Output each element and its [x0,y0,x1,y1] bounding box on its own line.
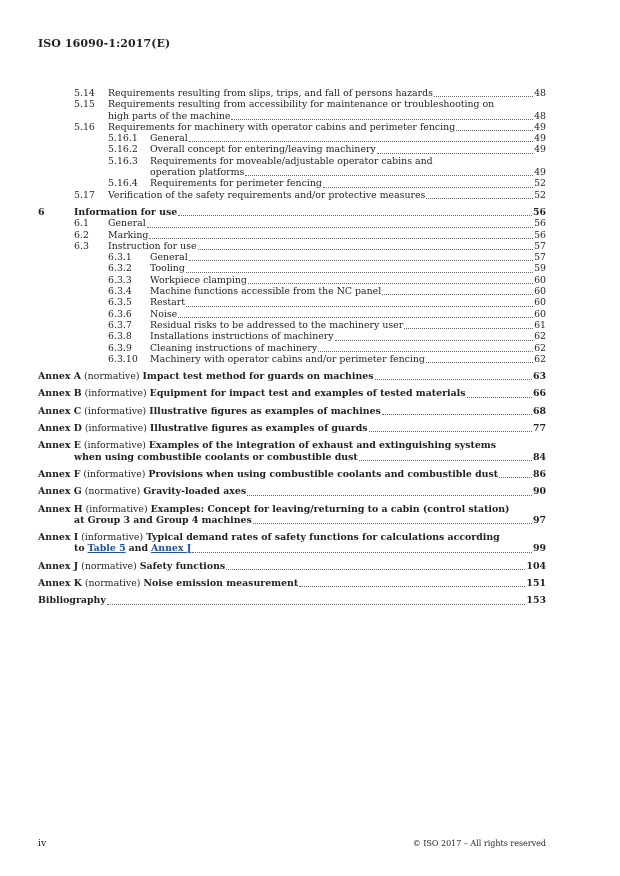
toc-entry-annex-k[interactable] [38,578,546,589]
leader-dots [247,495,532,496]
leader-dots [323,187,533,188]
leader-dots [359,460,532,461]
leader-dots [189,141,533,142]
toc-page: 60 [534,297,546,309]
toc-page: 104 [526,560,546,572]
table-of-contents [38,88,546,607]
toc-entry-6-3-7[interactable] [38,320,546,331]
toc-title: Restart [150,297,186,309]
toc-page: 52 [534,189,546,201]
leader-dots [186,306,533,307]
toc-entry-annex-i[interactable] [38,532,546,555]
toc-title-line2: high parts of the machine [108,110,231,122]
page-number: iv [38,838,47,849]
toc-entry-6-3[interactable] [38,241,546,252]
leader-dots [369,431,532,432]
toc-title: Machinery with operator cabins and/or perimeter fencing [150,353,425,365]
leader-dots [192,552,532,553]
annex-title-line1: Examples of the integration of exhaust and extinguishing systems [148,440,497,452]
toc-number: 6.3.6 [108,308,132,320]
toc-page: 86 [532,468,546,480]
annex-title: Illustrative figures as examples of machines [149,405,381,417]
toc-number: 5.14 [74,88,95,99]
toc-page: 62 [534,342,546,354]
toc-page: 66 [532,388,546,400]
annex-title: Gravity-loaded axes [143,486,247,498]
toc-title-line1: Requirements for moveable/adjustable operator cabins and [150,155,433,167]
toc-page: 49 [534,144,546,156]
toc-title: Installations instructions of machinery [150,331,334,343]
annex-title: Equipment for impact test and examples of tested materials [149,388,466,400]
leader-dots [499,477,532,478]
toc-page: 84 [532,451,546,463]
leader-dots [467,397,532,398]
toc-entry-5-16-2[interactable] [38,144,546,155]
toc-page: 61 [534,319,546,331]
leader-dots [299,586,525,587]
annex-label: Annex I [38,532,79,544]
toc-page: 48 [534,110,546,122]
toc-entry-6-3-10[interactable] [38,354,546,365]
toc-page: 60 [534,286,546,298]
annex-kind: (normative) [84,486,141,498]
toc-page: 49 [534,133,546,145]
toc-entry-6-2[interactable] [38,230,546,241]
toc-entry-annex-d[interactable] [38,423,546,434]
leader-dots [231,119,533,120]
toc-entry-6-3-1[interactable] [38,252,546,263]
toc-title: Residual risks to be addressed to the machinery user [150,319,404,331]
toc-title: Workpiece clamping [150,274,247,286]
toc-title: General [150,252,188,264]
toc-title-line1: Requirements resulting from accessibility for maintenance or troubleshooting on [108,99,495,111]
toc-entry-5-16-3[interactable] [38,156,546,179]
toc-page: 56 [534,229,546,241]
leader-dots [426,362,533,363]
toc-number: 6.2 [74,229,89,241]
annex-kind: (informative) [84,405,147,417]
toc-page: 99 [532,543,546,555]
annex-title: Provisions when using combustible coolants and combustible dust [148,468,499,480]
toc-entry-annex-j[interactable] [38,561,546,572]
leader-dots [186,272,533,273]
toc-entry-annex-a[interactable] [38,371,546,382]
leader-dots [149,238,533,239]
toc-page: 52 [534,178,546,190]
toc-entry-6-3-8[interactable] [38,331,546,342]
toc-number: 6.3.7 [108,319,132,331]
toc-page: 60 [534,308,546,320]
annex-line2-prefix: to [74,543,85,555]
annex-j-link[interactable]: Annex J [151,543,192,555]
annex-title-line1: Examples: Concept for leaving/returning to a cabin (control station) [150,503,510,515]
annex-label: Annex H [38,503,83,515]
toc-entry-5-14[interactable] [38,88,546,99]
toc-entry-6-3-3[interactable] [38,275,546,286]
toc-entry-annex-e[interactable] [38,440,546,463]
leader-dots [107,604,526,605]
annex-title: Impact test method for guards on machines [142,371,374,383]
toc-page: 68 [532,405,546,417]
annex-label: Annex C [38,405,82,417]
toc-entry-annex-g[interactable] [38,486,546,497]
annex-label: Annex J [38,560,79,572]
annex-label: Annex G [38,486,82,498]
toc-number: 5.16 [74,121,95,133]
leader-dots [377,153,533,154]
toc-number: 6.3 [74,240,89,252]
annex-kind: (informative) [83,468,146,480]
toc-page: 153 [526,595,546,607]
leader-dots [178,215,532,216]
annex-label: Annex A [38,371,81,383]
copyright-notice: © ISO 2017 – All rights reserved [412,839,546,848]
toc-title: Bibliography [38,595,106,607]
leader-dots [198,249,534,250]
annex-title: Safety functions [139,560,226,572]
annex-label: Annex F [38,468,81,480]
toc-entry-6-3-9[interactable] [38,343,546,354]
toc-number: 6 [38,206,45,218]
toc-title: Tooling [150,263,185,275]
annex-kind: (informative) [83,440,146,452]
toc-number: 6.3.2 [108,263,132,275]
annex-kind: (informative) [85,503,148,515]
annex-label: Annex D [38,423,82,435]
toc-entry-5-15[interactable] [38,99,546,122]
leader-dots [434,96,533,97]
toc-entry-5-17[interactable] [38,190,546,201]
toc-number: 5.16.4 [108,178,138,190]
annex-title-line2: at Group 3 and Group 4 machines [74,514,252,526]
leader-dots [382,414,532,415]
toc-number: 6.1 [74,218,89,230]
toc-entry-5-16[interactable] [38,122,546,133]
toc-page: 49 [534,121,546,133]
toc-title: Overall concept for entering/leaving machinery [150,144,376,156]
toc-page: 63 [532,371,546,383]
toc-number: 6.3.8 [108,331,132,343]
toc-entry-bibliography[interactable] [38,595,546,606]
annex-title: Illustrative figures as examples of guards [149,423,368,435]
toc-entry-6[interactable] [38,207,546,218]
toc-title: Requirements for machinery with operator cabins and perimeter fencing [108,121,456,133]
leader-dots [318,351,533,352]
toc-entry-annex-h[interactable] [38,504,546,527]
toc-entry-6-1[interactable] [38,218,546,229]
annex-label: Annex K [38,577,82,589]
annex-kind: (normative) [83,371,140,383]
toc-number: 6.3.9 [108,342,132,354]
annex-title: Noise emission measurement [143,577,299,589]
toc-page: 151 [526,577,546,589]
toc-number: 6.3.5 [108,297,132,309]
annex-label: Annex B [38,388,82,400]
leader-dots [456,130,533,131]
toc-number: 5.17 [74,189,95,201]
toc-entry-6-3-4[interactable] [38,286,546,297]
toc-number: 6.3.10 [108,353,138,365]
leader-dots [382,294,533,295]
toc-page: 62 [534,331,546,343]
toc-number: 6.3.3 [108,274,132,286]
toc-page: 62 [534,353,546,365]
leader-dots [245,175,533,176]
toc-page: 77 [532,423,546,435]
toc-number: 5.16.2 [108,144,138,156]
table-5-link[interactable]: Table 5 [87,543,126,555]
toc-page: 59 [534,263,546,275]
toc-page: 56 [534,218,546,230]
toc-entry-6-3-2[interactable] [38,263,546,274]
leader-dots [375,379,532,380]
annex-kind: (normative) [81,560,137,572]
toc-title: Information for use [74,206,178,218]
document-header: ISO 16090-1:2017(E) [38,37,171,50]
leader-dots [226,569,525,570]
toc-page: 49 [534,167,546,179]
toc-page: 90 [532,486,546,498]
toc-title: Noise [150,308,178,320]
annex-label: Annex E [38,440,81,452]
toc-entry-6-3-6[interactable] [38,309,546,320]
toc-entry-annex-c[interactable] [38,406,546,417]
toc-title: Requirements for perimeter fencing [150,178,322,190]
toc-title: Instruction for use [108,240,197,252]
toc-title-line2: operation platforms [150,167,245,179]
annex-kind: (informative) [84,388,147,400]
toc-entry-6-3-5[interactable] [38,297,546,308]
toc-title: Machine functions accessible from the NC panel [150,286,382,298]
toc-number: 5.16.1 [108,133,138,145]
toc-title: Marking [108,229,149,241]
leader-dots [335,340,533,341]
toc-page: 57 [534,240,546,252]
leader-dots [178,317,533,318]
toc-entry-annex-f[interactable] [38,469,546,480]
leader-dots [147,227,533,228]
toc-page: 48 [534,88,546,99]
toc-entry-5-16-4[interactable] [38,178,546,189]
toc-entry-5-16-1[interactable] [38,133,546,144]
toc-page: 60 [534,274,546,286]
leader-dots [189,260,533,261]
annex-kind: (normative) [84,577,141,589]
annex-title-line2: when using combustible coolants or combustible dust [74,451,358,463]
annex-line2-mid: and [128,543,149,555]
toc-number: 6.3.4 [108,286,132,298]
annex-kind: (informative) [84,423,147,435]
toc-title: General [150,133,188,145]
leader-dots [404,328,533,329]
annex-title-line1: Typical demand rates of safety functions for calculations according [146,532,500,544]
leader-dots [248,283,533,284]
toc-entry-annex-b[interactable] [38,388,546,399]
leader-dots [426,198,533,199]
toc-title: General [108,218,146,230]
toc-page: 57 [534,252,546,264]
leader-dots [253,523,532,524]
toc-number: 6.3.1 [108,252,132,264]
toc-number: 5.16.3 [108,155,138,167]
toc-title: Requirements resulting from slips, trips, and fall of persons hazards [108,88,433,99]
toc-title: Cleaning instructions of machinery [150,342,318,354]
toc-page: 97 [532,514,546,526]
annex-kind: (informative) [81,532,144,544]
toc-title: Verification of the safety requirements and/or protective measures [108,189,426,201]
toc-number: 5.15 [74,99,95,111]
toc-page: 56 [532,206,546,218]
